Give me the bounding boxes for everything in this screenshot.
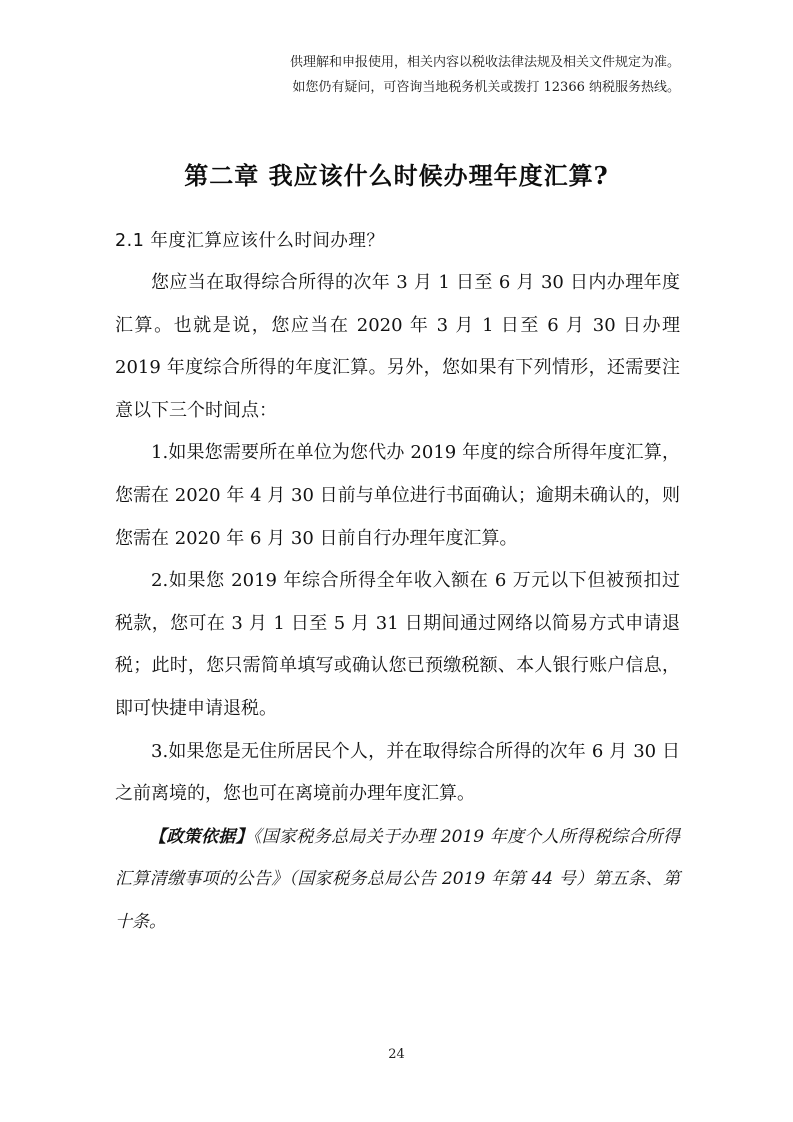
- section-title: 年度汇算应该什么时间办理？: [150, 231, 385, 251]
- paragraph-intro: 您应当在取得综合所得的次年 3 月 1 日至 6 月 30 日内办理年度汇算。也就是说，您应当在 2020 年 3 月 1 日至 6 月 30 日办理 2019 年度综合所得的年度汇算。另外，您如果有下列情形，还需要注意以下三个时间点：: [115, 272, 680, 421]
- section-heading: [115, 227, 384, 252]
- paragraph-item-3: 3.如果您是无住所居民个人，并在取得综合所得的次年 6 月 30 日之前离境的，您也可在离境前办理年度汇算。: [115, 740, 680, 805]
- chapter-title: 第二章 我应该什么时候办理年度汇算?: [184, 161, 609, 190]
- body-text: [115, 262, 680, 944]
- paragraph-item-1: 1.如果您需要所在单位为您代办 2019 年度的综合所得年度汇算，您需在 2020 年 4 月 30 日前与单位进行书面确认；逾期未确认的，则您需在 2020 年 6 月 30 日前自行办理年度汇算。: [115, 442, 680, 549]
- page-number: 24: [388, 1047, 405, 1062]
- paragraph-item-2: 2.如果您 2019 年综合所得全年收入额在 6 万元以下但被预扣过税款，您可在 3 月 1 日至 5 月 31 日期间通过网络以简易方式申请退税；此时，您只需简单填写或确认您已预缴税额、本人银行账户信息，即可快捷申请退税。: [115, 570, 680, 719]
- page-footer: [0, 1047, 793, 1062]
- policy-basis-paragraph: [115, 816, 680, 944]
- section-number: 2.1: [115, 231, 145, 251]
- policy-basis-text: 《国家税务总局关于办理 2019 年度个人所得税综合所得汇算清缴事项的公告》（国家税务总局公告 2019 年第 44 号）第五条、第十条。: [115, 826, 680, 932]
- page-header: [115, 50, 680, 100]
- policy-basis-label: 【政策依据】: [149, 826, 253, 847]
- header-disclaimer-line-2: 如您仍有疑问，可咨询当地税务机关或拨打 12366 纳税服务热线。: [292, 80, 680, 95]
- header-disclaimer-line-1: 供理解和申报使用，相关内容以税收法律法规及相关文件规定为准。: [289, 55, 680, 70]
